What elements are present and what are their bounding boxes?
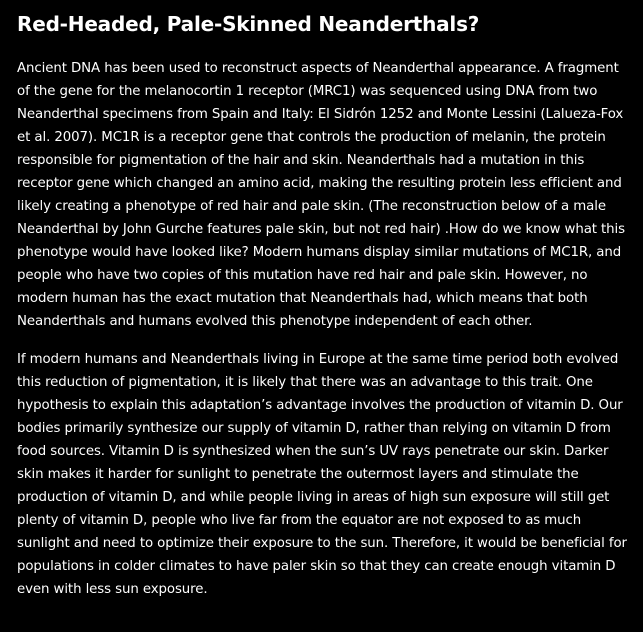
- article-paragraph-1: Ancient DNA has been used to reconstruct aspects of Neanderthal appearance. A fragment of the gene for the melanocortin 1 receptor (MRC1) was sequenced using DNA from two Neanderthal specimens from Spain and Italy: El Sidrón 1252 and Monte Lessini (Lalueza-Fox et al. 2007). MC1R is a receptor gene that controls the production of melanin, the protein responsible for pigmentation of the hair and skin. Neanderthals had a mutation in this receptor gene which changed an amino acid, making the resulting protein less efficient and likely creating a phenotype of red hair and pale skin. (The reconstruction below of a male Neanderthal by John Gurche features pale skin, but not red hair) .How do we know what this phenotype would have looked like? Modern humans display similar mutations of MC1R, and people who have two copies of this mutation have red hair and pale skin. However, no modern human has the exact mutation that Neanderthals had, which means that both Neanderthals and humans evolved this phenotype independent of each other.: [17, 61, 625, 329]
- article-paragraph-2: If modern humans and Neanderthals living in Europe at the same time period both evolved this reduction of pigmentation, it is likely that there was an advantage to this trait. One hypothesis to explain this adaptation’s advantage involves the production of vitamin D. Our bodies primarily synthesize our supply of vitamin D, rather than relying on vitamin D from food sources. Vitamin D is synthesized when the sun’s UV rays penetrate our skin. Darker skin makes it harder for sunlight to penetrate the outermost layers and stimulate the production of vitamin D, and while people living in areas of high sun exposure will still get plenty of vitamin D, people who live far from the equator are not exposed to as much sunlight and need to optimize their exposure to the sun. Therefore, it would be beneficial for populations in colder climates to have paler skin so that they can create enough vitamin D even with less sun exposure.: [17, 352, 627, 597]
- article-title: Red-Headed, Pale-Skinned Neanderthals?: [17, 12, 480, 36]
